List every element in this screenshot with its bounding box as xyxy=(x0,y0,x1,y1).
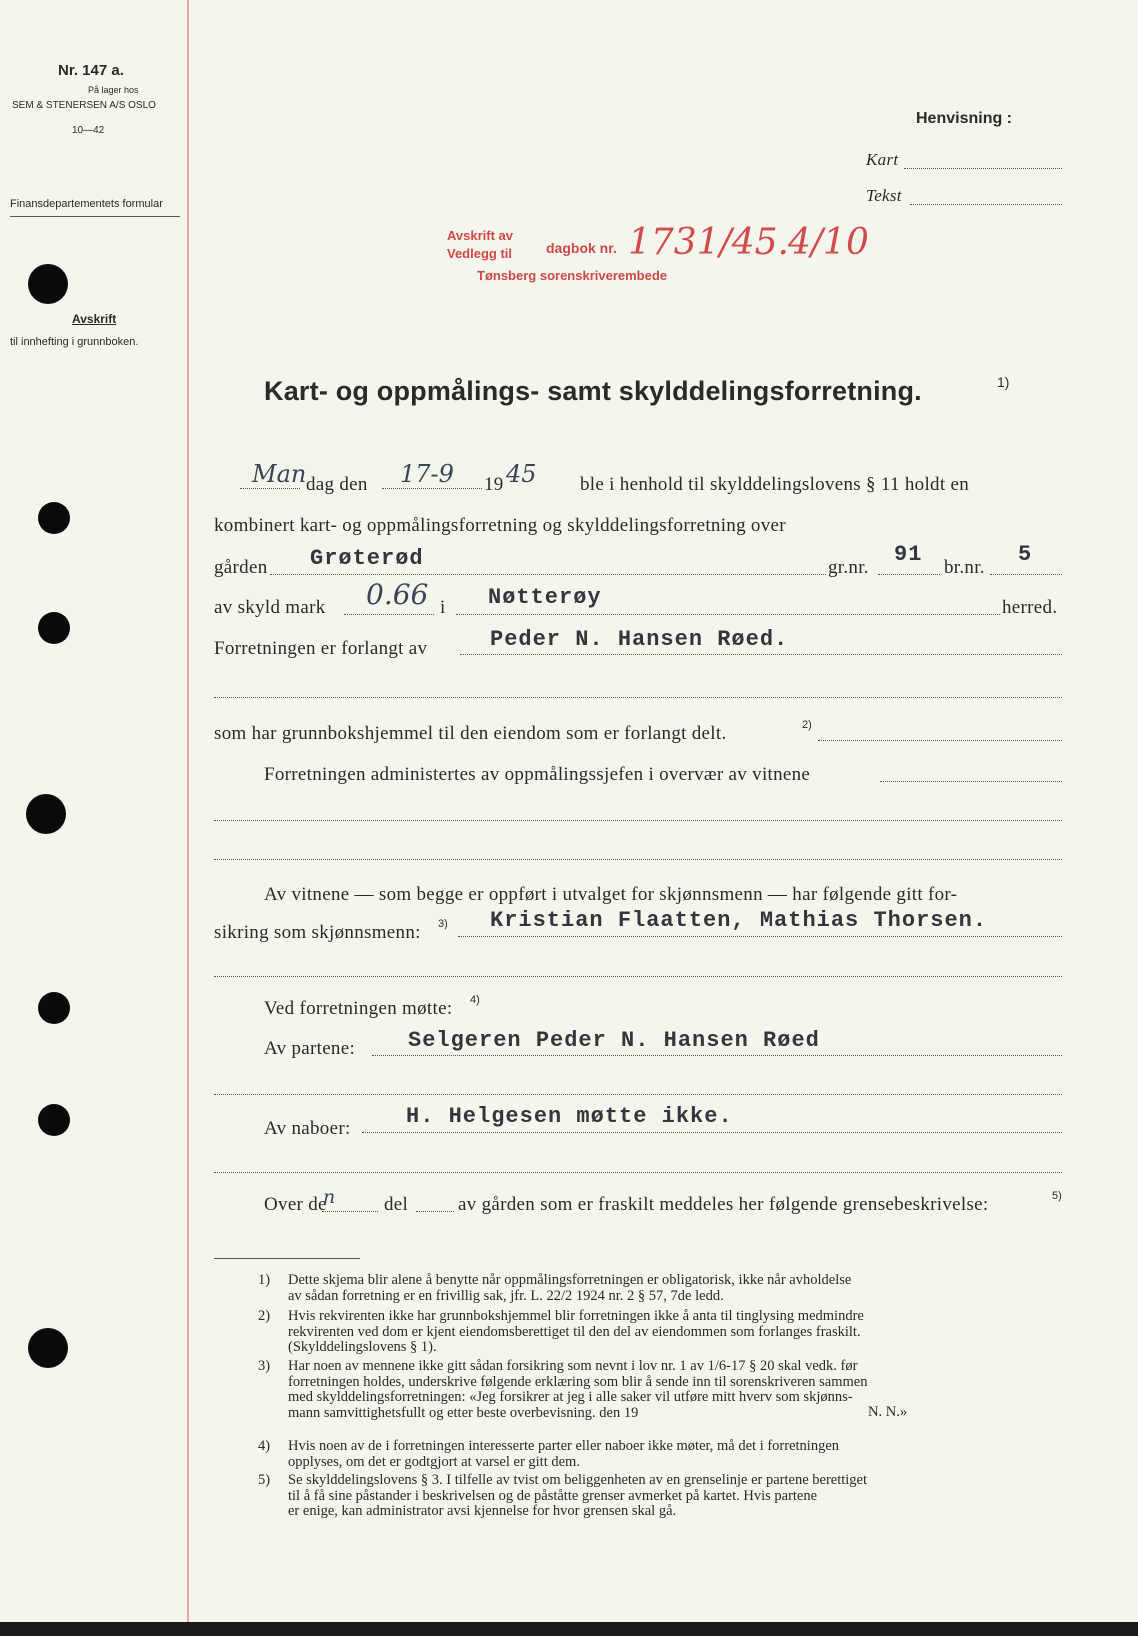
margin-rule xyxy=(187,0,189,1622)
year-prefix: 19 xyxy=(484,474,504,495)
title-footnote-ref: 1) xyxy=(997,374,1010,390)
brnr-value: 5 xyxy=(1018,542,1033,567)
nn-signature: N. N.» xyxy=(868,1404,908,1420)
avskrift-title: Avskrift xyxy=(72,312,117,326)
reference-header: Henvisning : xyxy=(916,110,1013,127)
footnote-line: Har noen av mennene ikke gitt sådan forsikring som nevnt i lov nr. 1 av 1/6-17 § 20 skal vedk. før xyxy=(288,1358,858,1374)
witness-names: Kristian Flaatten, Mathias Thorsen. xyxy=(490,908,988,933)
grnr-line xyxy=(878,574,940,575)
footnote-line: mann samvittighetsfullt og etter beste overbevisning. den 19 xyxy=(288,1404,639,1421)
witness-text-2: sikring som skjønnsmenn: xyxy=(214,922,421,943)
admin-line xyxy=(880,781,1062,782)
footnote-line: (Skylddelingslovens § 1). xyxy=(288,1339,437,1355)
brnr-line xyxy=(990,574,1062,575)
del-label: del xyxy=(384,1194,409,1215)
footnote-line: forretningen holdes, underskrive følgende erklæring som blir å sende inn til sorenskriveren sammen xyxy=(288,1373,868,1390)
i-label: i xyxy=(440,597,446,618)
herred-label: herred. xyxy=(1002,597,1058,618)
neighbours-value: H. Helgesen møtte ikke. xyxy=(406,1104,733,1129)
footnote-line: Se skylddelingslovens § 3. I tilfelle av tvist om beliggenheten av en grenselinje er partene berettiget xyxy=(288,1472,868,1488)
garden-label: gården xyxy=(214,557,268,578)
stamp-vedlegg: Vedlegg til xyxy=(447,246,513,261)
grunnbok-text: som har grunnbokshjemmel til den eiendom som er forlangt delt. xyxy=(214,723,727,744)
farm-line xyxy=(270,574,826,575)
footnote-line: med skylddelingsforretningen: «Jeg forsikrer at jeg i alle saker vil utføre mitt hverv som skjønns- xyxy=(288,1389,853,1405)
date-value: 17-9 xyxy=(400,460,454,488)
requested-line xyxy=(460,654,1062,655)
punch-hole xyxy=(38,502,70,534)
date-line xyxy=(382,488,482,489)
footnote-line: Dette skjema blir alene å benytte når oppmålingsforretningen er obligatorisk, ikke når avholdelse xyxy=(288,1272,852,1288)
boundary-footnote-ref: 5) xyxy=(1052,1190,1062,1202)
requested-label: Forretningen er forlangt av xyxy=(214,638,428,659)
document-title: Kart- og oppmålings- samt skylddelingsforretning. xyxy=(264,376,922,406)
municipality-line xyxy=(456,614,1000,615)
blank-line xyxy=(214,976,1062,977)
tekst-line xyxy=(910,204,1062,205)
punch-hole xyxy=(28,1328,68,1368)
admin-text: Forretningen administertes av oppmålingssjefen i overvær av vitnene xyxy=(264,764,811,785)
tekst-label: Tekst xyxy=(866,186,902,205)
grnr-label: gr.nr. xyxy=(828,557,869,578)
grnr-value: 91 xyxy=(894,542,923,567)
line2-text: kombinert kart- og oppmålingsforretning og skylddelingsforretning over xyxy=(214,515,786,536)
requested-by: Peder N. Hansen Røed. xyxy=(490,627,789,652)
year-suffix: 45 xyxy=(506,460,537,488)
punch-hole xyxy=(38,992,70,1024)
boundary-text: av gården som er fraskilt meddeles her følgende grensebeskrivelse: xyxy=(458,1194,989,1215)
over-line xyxy=(322,1211,378,1212)
skyld-line xyxy=(344,614,434,615)
kart-label: Kart xyxy=(866,150,899,169)
avskrift-subtitle: til innhefting i grunnboken. xyxy=(10,336,139,348)
footnote-number: 1) xyxy=(258,1272,271,1288)
witness-text-1: Av vitnene — som begge er oppført i utvalget for skjønnsmenn — har følgende gitt for- xyxy=(264,884,958,905)
divider xyxy=(10,216,180,217)
footnote-line: til å få sine påstander i beskrivelsen og de påståtte grenser avmerket på kartet. Hvis partene xyxy=(288,1487,818,1504)
blank-line xyxy=(214,697,1062,698)
print-date-code: 10—42 xyxy=(72,125,105,136)
blank-line xyxy=(214,1094,1062,1095)
neighbours-line xyxy=(362,1132,1062,1133)
kart-line xyxy=(904,168,1062,169)
footnote-line: rekvirenten ved dom er kjent eiendomsberettiget til den del av eiendommen som forlanges fraskilt. xyxy=(288,1323,861,1340)
footnote-number: 5) xyxy=(258,1472,271,1488)
footnote-number: 4) xyxy=(258,1438,271,1454)
parties-line xyxy=(372,1055,1062,1056)
witness-footnote-ref: 3) xyxy=(438,918,448,930)
stamp-journal-number: 1731/45. xyxy=(628,222,789,263)
del-line xyxy=(416,1211,454,1212)
dag-den-label: dag den xyxy=(306,474,368,495)
stamp-dagbok: dagbok nr. xyxy=(546,240,617,256)
parties-label: Av partene: xyxy=(264,1038,356,1059)
punch-hole xyxy=(26,794,66,834)
municipality: Nøtterøy xyxy=(488,585,602,610)
blank-line xyxy=(214,820,1062,821)
blank-line xyxy=(214,1172,1062,1173)
neighbours-label: Av naboer: xyxy=(264,1118,351,1139)
witness-line xyxy=(458,936,1062,937)
day-line xyxy=(240,488,300,489)
punch-hole xyxy=(38,1104,70,1136)
footnote-rule xyxy=(214,1258,360,1259)
line1-rest: ble i henhold til skylddelingslovens § 11 holdt en xyxy=(580,474,969,495)
punch-hole xyxy=(28,264,68,304)
publisher-name: SEM & STENERSEN A/S OSLO xyxy=(12,100,156,111)
brnr-label: br.nr. xyxy=(944,557,985,578)
attended-footnote-ref: 4) xyxy=(470,994,480,1006)
ministry-label: Finansdepartementets formular xyxy=(10,198,163,210)
footnote-line: opplyses, om det er godtgjort at varsel er gitt dem. xyxy=(288,1453,580,1470)
footnote-number: 3) xyxy=(258,1358,271,1374)
over-label: Over de xyxy=(264,1194,327,1215)
grunnbok-footnote-ref: 2) xyxy=(802,719,812,731)
attended-label: Ved forretningen møtte: xyxy=(264,998,453,1019)
footnote-line: er enige, kan administrator avsi kjennelse for hvor grensen skal gå. xyxy=(288,1503,677,1519)
over-hand: n xyxy=(323,1186,336,1208)
stamp-avskrift: Avskrift av xyxy=(447,228,513,243)
grunnbok-line xyxy=(818,740,1062,741)
stamp-date: 4/10 xyxy=(788,222,869,263)
stamp-office: Tønsberg sorenskriverembede xyxy=(477,268,668,283)
parties-value: Selgeren Peder N. Hansen Røed xyxy=(408,1028,820,1053)
footnote-line: Hvis noen av de i forretningen interesserte parter eller naboer ikke møter, må det i forretningen xyxy=(288,1438,840,1454)
blank-line xyxy=(214,859,1062,860)
form-number: Nr. 147 a. xyxy=(58,62,124,79)
skyld-label: av skyld mark xyxy=(214,597,326,618)
farm-name: Grøterød xyxy=(310,546,424,571)
footnote-line: av sådan forretning er en frivillig sak, jfr. L. 22/2 1924 nr. 2 § 57, 7de ledd. xyxy=(288,1287,724,1304)
footnote-number: 2) xyxy=(258,1308,271,1324)
publisher-line: På lager hos xyxy=(88,85,139,95)
skyld-value: 0.66 xyxy=(366,578,429,611)
day-name: Man xyxy=(252,460,307,488)
footnote-line: Hvis rekvirenten ikke har grunnbokshjemmel blir forretningen ikke å anta til tinglysing medmindre xyxy=(288,1308,864,1324)
punch-hole xyxy=(38,612,70,644)
